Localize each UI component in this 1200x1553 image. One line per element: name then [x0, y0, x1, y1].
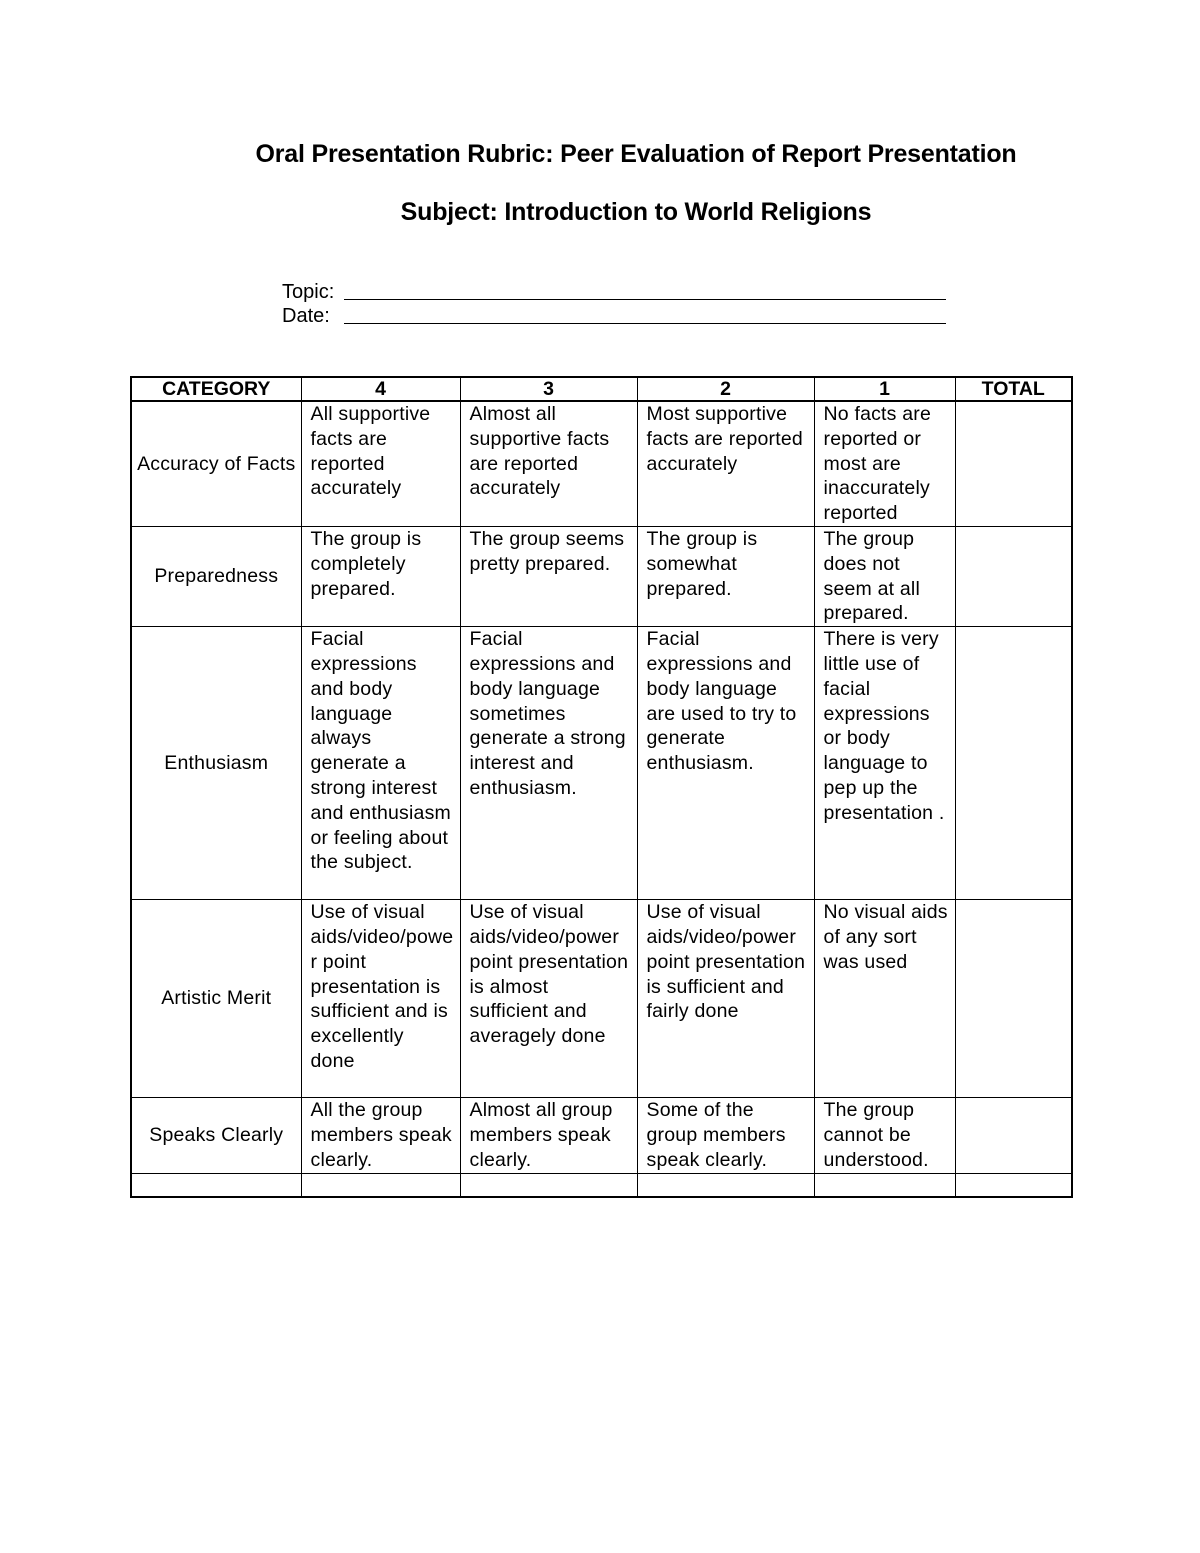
empty-cell[interactable]: [131, 1174, 301, 1198]
score-2-cell: Use of visual aids/video/power point presentation is sufficient and fairly done: [637, 900, 814, 1098]
score-3-cell: Use of visual aids/video/power point presentation is almost sufficient and averagely done: [460, 900, 637, 1098]
score-4-cell: Use of visual aids/video/power point presentation is sufficient and is excellently done: [301, 900, 460, 1098]
empty-cell[interactable]: [460, 1174, 637, 1198]
table-row: [131, 900, 1072, 1098]
header-score-4: 4: [301, 377, 460, 401]
score-1-cell: The group does not seem at all prepared.: [814, 526, 955, 626]
category-cell: Speaks Clearly: [131, 1098, 301, 1174]
date-label: Date:: [282, 305, 330, 327]
score-2-cell: The group is somewhat prepared.: [637, 526, 814, 626]
page-title: Oral Presentation Rubric: Peer Evaluation of Report Presentation: [255, 140, 1017, 168]
empty-cell[interactable]: [955, 1174, 1072, 1198]
score-1-cell: There is very little use of facial expressions or body language to pep up the presentation .: [814, 627, 955, 900]
category-cell: Artistic Merit: [131, 900, 301, 1098]
rubric-table: [130, 376, 1073, 1198]
total-cell[interactable]: [955, 1098, 1072, 1174]
score-1-cell: The group cannot be understood.: [814, 1098, 955, 1174]
score-4-cell: The group is completely prepared.: [301, 526, 460, 626]
date-field: [282, 304, 330, 328]
score-3-cell: Almost all group members speak clearly.: [460, 1098, 637, 1174]
score-3-cell: Almost all supportive facts are reported accurately: [460, 401, 637, 526]
topic-blank-line[interactable]: [344, 299, 946, 300]
header-score-1: 1: [814, 377, 955, 401]
total-cell[interactable]: [955, 900, 1072, 1098]
header-row: [131, 377, 1072, 401]
header-category: CATEGORY: [131, 377, 301, 401]
empty-cell[interactable]: [301, 1174, 460, 1198]
score-4-cell: All supportive facts are reported accurately: [301, 401, 460, 526]
subject-heading: Subject: Introduction to World Religions: [400, 198, 872, 226]
score-1-cell: No facts are reported or most are inaccurately reported: [814, 401, 955, 526]
date-blank-line[interactable]: [344, 323, 946, 324]
empty-row: [131, 1174, 1072, 1198]
empty-cell[interactable]: [637, 1174, 814, 1198]
score-3-cell: Facial expressions and body language sometimes generate a strong interest and enthusiasm.: [460, 627, 637, 900]
header-total: TOTAL: [955, 377, 1072, 401]
table-row: [131, 627, 1072, 900]
score-2-cell: Facial expressions and body language are used to try to generate enthusiasm.: [637, 627, 814, 900]
table-row: [131, 526, 1072, 626]
category-cell: Enthusiasm: [131, 627, 301, 900]
table-row: [131, 401, 1072, 526]
category-cell: Preparedness: [131, 526, 301, 626]
header-score-3: 3: [460, 377, 637, 401]
total-cell[interactable]: [955, 401, 1072, 526]
empty-cell[interactable]: [814, 1174, 955, 1198]
score-1-cell: No visual aids of any sort was used: [814, 900, 955, 1098]
score-2-cell: Most supportive facts are reported accurately: [637, 401, 814, 526]
category-cell: Accuracy of Facts: [131, 401, 301, 526]
score-2-cell: Some of the group members speak clearly.: [637, 1098, 814, 1174]
total-cell[interactable]: [955, 526, 1072, 626]
score-3-cell: The group seems pretty prepared.: [460, 526, 637, 626]
table-row: [131, 1098, 1072, 1174]
header-score-2: 2: [637, 377, 814, 401]
topic-field: [282, 280, 334, 304]
score-4-cell: Facial expressions and body language always generate a strong interest and enthusiasm or feeling about the subject.: [301, 627, 460, 900]
score-4-cell: All the group members speak clearly.: [301, 1098, 460, 1174]
total-cell[interactable]: [955, 627, 1072, 900]
topic-label: Topic:: [282, 281, 335, 303]
